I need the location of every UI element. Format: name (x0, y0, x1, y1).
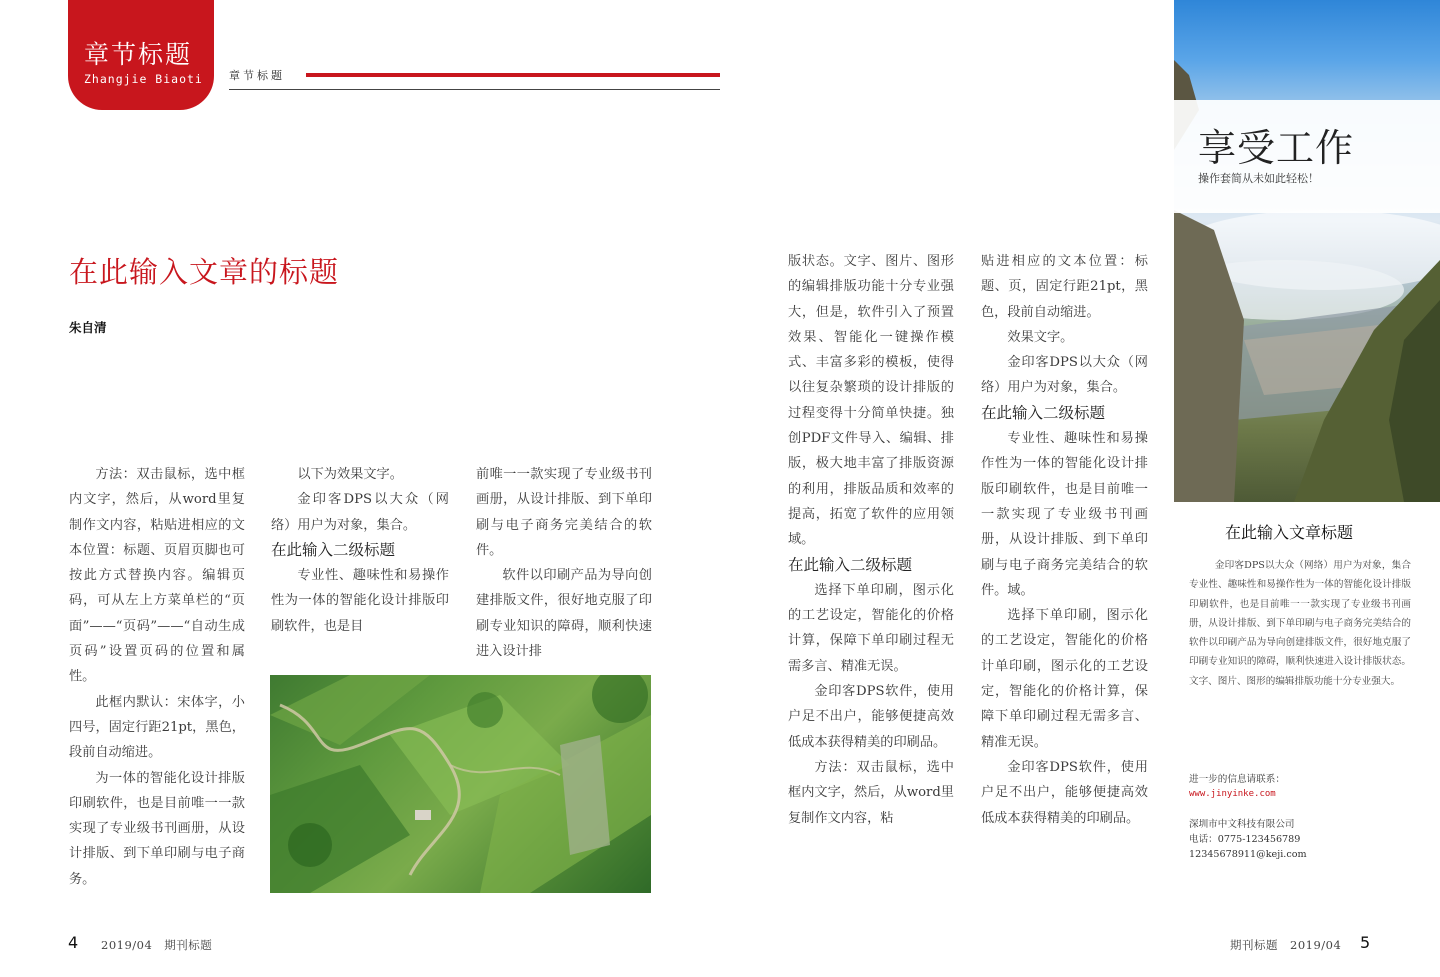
sidebar-title: 在此输入文章标题 (1225, 523, 1354, 542)
paragraph: 金印客DPS以大众（网络）用户为对象，集合。 (271, 492, 449, 533)
subheading: 在此输入二级标题 (788, 555, 913, 574)
paragraph: 此框内默认：宋体字，小四号，固定行距21pt，黑色，段前自动缩进。 (69, 694, 245, 761)
header-red-rule (306, 73, 720, 77)
paragraph: 专业性、趣味性和易操作性为一体的智能化设计排版印刷软件，也是目 (271, 568, 449, 634)
text-column-5 (981, 249, 1148, 831)
subheading: 在此输入二级标题 (981, 403, 1106, 422)
sidebar-body: 金印客DPS以大众（网络）用户为对象，集合专业性、趣味性和易操作性为一体的智能化设计排版印刷软件，也是目前唯一一款实现了专业级书刊画册，从设计排版、到下单印刷与电子商务完美结合的软件以印刷产品为导向创建排版文件，很好地克服了印刷专业知识的障碍，顺利快速进入设计排版状态。文字、图片、图形的编辑排版功能十分专业强大。 (1189, 560, 1411, 687)
paragraph: 金印客DPS软件，使用户足不出户，能够便捷高效低成本获得精美的印刷品。 (981, 759, 1148, 826)
left-page-number: 4 (68, 933, 79, 952)
paragraph: 金印客DPS软件，使用户足不出户，能够便捷高效低成本获得精美的印刷品。 (788, 684, 954, 750)
company-name: 深圳市中文科技有限公司 (1189, 819, 1295, 830)
contact-label: 进一步的信息请联系： (1189, 774, 1285, 785)
promo-title: 享受工作 (1198, 126, 1355, 170)
paragraph: 方法：双击鼠标，选中框内文字，然后，从word里复制作文内容，粘 (788, 759, 954, 826)
left-footer-text: 2019/04 期刊标题 (101, 938, 213, 952)
aerial-fields-photo (270, 675, 651, 893)
header-thin-rule (229, 89, 720, 90)
article-title: 在此输入文章的标题 (69, 255, 340, 289)
mountain-city-photo (1174, 0, 1440, 502)
email-address: 12345678911@keji.com (1189, 849, 1307, 860)
phone-number: 电话：0775-123456789 (1189, 834, 1301, 845)
chapter-label: 章节标题 (229, 69, 285, 82)
paragraph: 方法：双击鼠标，选中框内文字，然后，从word里复制作文内容，粘贴进相应的文本位置：标题、页眉页脚也可按此方式替换内容。编辑页码，可从左上方菜单栏的“页面”——“页码”——“自动生成页码”设置页码的位置和属性。 (69, 467, 245, 685)
paragraph: 专业性、趣味性和易操作性为一体的智能化设计排版印刷软件，也是目前唯一一款实现了专业级书刊画册，从设计排版、到下单印刷与电子商务完美结合的软件。域。 (981, 431, 1148, 598)
chapter-pinyin: Zhangjie Biaoti (84, 72, 203, 86)
paragraph: 选择下单印刷，图示化的工艺设定，智能化的价格计算，保障下单印刷过程无需多言、精准无误。 (788, 582, 954, 674)
paragraph: 选择下单印刷，图示化的工艺设定，智能化的价格计单印刷，图示化的工艺设定，智能化的价格计算，保障下单印刷过程无需多言、精准无误。 (981, 608, 1148, 750)
right-page-number: 5 (1360, 933, 1371, 952)
right-footer-text: 期刊标题 2019/04 (1230, 938, 1342, 952)
chapter-tab (68, 0, 214, 110)
paragraph: 效果文字。 (1007, 329, 1074, 345)
text-column-1 (69, 462, 245, 892)
subheading: 在此输入二级标题 (271, 540, 396, 559)
chapter-title: 章节标题 (84, 40, 193, 69)
text-column-3 (476, 462, 652, 664)
paragraph: 前唯一一款实现了专业级书刊画册，从设计排版、到下单印刷与电子商务完美结合的软件。 (476, 467, 652, 558)
promo-subtitle: 操作套简从未如此轻松！ (1198, 172, 1319, 185)
paragraph: 以下为效果文字。 (297, 467, 403, 482)
article-author: 朱自清 (69, 320, 107, 335)
paragraph: 金印客DPS以大众（网络）用户为对象，集合。 (981, 355, 1148, 396)
paragraph: 版状态。文字、图片、图形的编辑排版功能十分专业强大，但是，软件引入了预置效果、智能化一键操作模式、丰富多彩的模板，使得以往复杂繁琐的设计排版的过程变得十分简单快捷。独创PDF文件导入、编辑、排版，极大地丰富了排版资源的利用，排版品质和效率的提高，拓宽了软件的应用领域。 (788, 254, 954, 548)
company-block (1189, 817, 1307, 862)
text-column-4 (788, 249, 954, 831)
paragraph: 贴进相应的文本位置：标题、页，固定行距21pt，黑色，段前自动缩进。 (981, 254, 1148, 320)
website-link[interactable]: www.jinyinke.com (1189, 789, 1276, 799)
paragraph: 软件以印刷产品为导向创建排版文件，很好地克服了印刷专业知识的障碍，顺利快速进入设计排 (476, 568, 652, 660)
paragraph: 为一体的智能化设计排版印刷软件，也是目前唯一一款实现了专业级书刊画册，从设计排版、到下单印刷与电子商务。 (69, 770, 245, 887)
text-column-2 (271, 462, 449, 639)
contact-block (1189, 772, 1285, 802)
